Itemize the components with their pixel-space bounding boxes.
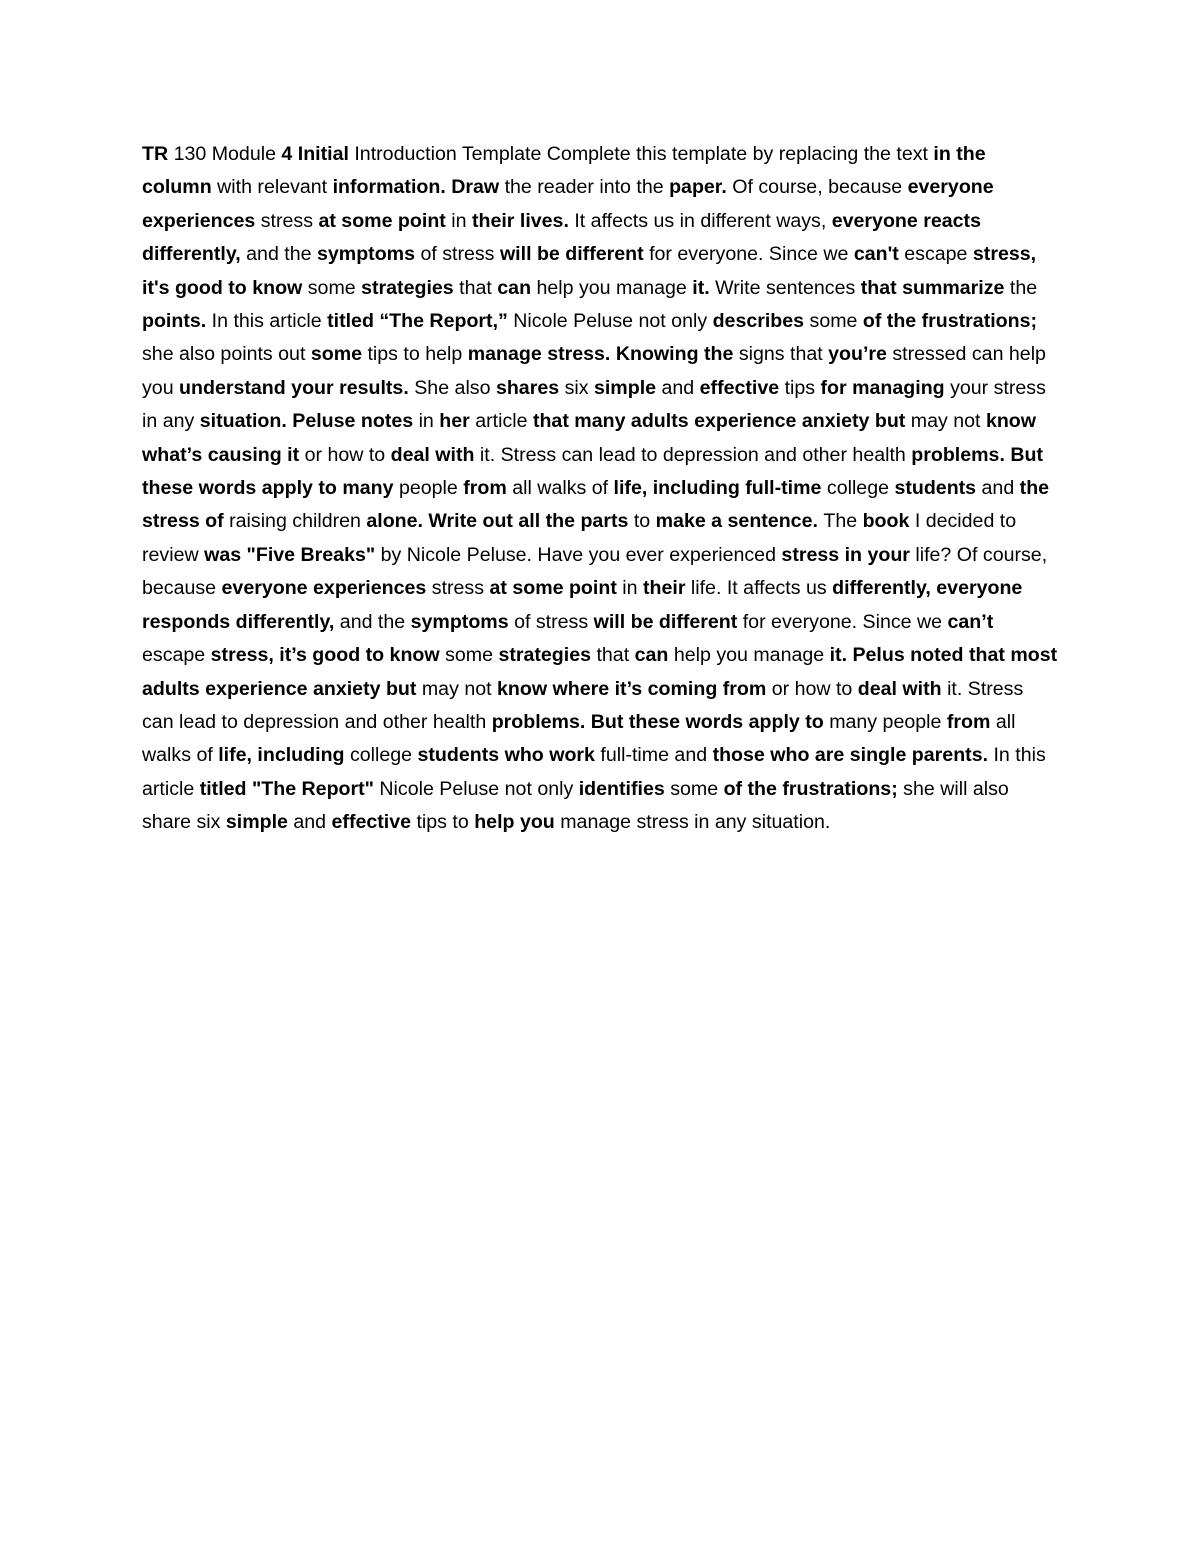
text-run: tips to help [367, 343, 468, 366]
bold-text-run: can't [853, 243, 905, 266]
text-run: all walks of [142, 710, 1016, 767]
text-run: In this article [211, 310, 328, 333]
bold-text-run: manage stress. Knowing the [467, 343, 739, 366]
text-run: college [826, 477, 895, 500]
bold-text-run: will be different [593, 610, 743, 633]
text-run: help you manage [536, 276, 693, 299]
text-run: and [293, 811, 332, 834]
bold-text-run: of the frustrations; [862, 310, 1038, 333]
text-run: and the [246, 243, 317, 266]
text-run: article [475, 410, 533, 433]
bold-text-run: at some point [318, 209, 452, 232]
bold-text-run: that summarize [860, 276, 1010, 299]
text-run: it. Stress can lead to depression and other health [142, 677, 1024, 733]
bold-text-run: differently, everyone responds differently, [142, 577, 1023, 633]
text-run: some [445, 644, 499, 667]
bold-text-run: know what’s causing it [142, 410, 1037, 466]
bold-text-run: titled "The Report" [199, 777, 380, 800]
bold-text-run: it. [692, 276, 716, 299]
bold-text-run: deal with [390, 443, 480, 466]
text-run: manage stress in any situation. [560, 811, 831, 834]
bold-text-run: can [634, 644, 674, 667]
bold-text-run: some [310, 343, 368, 366]
text-run: escape [142, 644, 211, 667]
text-run: to [633, 510, 656, 533]
bold-text-run: alone. Write out all the parts [366, 510, 634, 533]
text-run: raising children [229, 510, 367, 533]
bold-text-run: situation. Peluse notes [199, 410, 419, 433]
bold-text-run: problems. But these words apply to many [142, 443, 1043, 500]
bold-text-run: help you [474, 811, 561, 834]
bold-text-run: those who are single parents. [712, 744, 994, 767]
text-run: stress [431, 577, 490, 600]
text-run: She also [414, 376, 496, 399]
text-run: for everyone. Since we [649, 243, 854, 266]
text-run: In this article [142, 744, 1046, 800]
text-run: life? Of course, because [142, 543, 1048, 600]
bold-text-run: that many adults experience anxiety but [532, 410, 911, 433]
bold-text-run: titled “The Report,” [327, 310, 514, 333]
bold-text-run: problems. But these words apply to [491, 710, 830, 733]
bold-text-run: of the frustrations; [723, 777, 904, 800]
bold-text-run: effective [699, 376, 785, 399]
text-run: that [459, 276, 498, 299]
text-run: life. It affects us [690, 577, 833, 600]
text-run: six [564, 376, 594, 399]
bold-text-run: shares [495, 376, 565, 399]
text-run: It affects us in different ways, [574, 209, 832, 232]
bold-text-run: make a sentence. [655, 510, 824, 533]
bold-text-run: in the column [142, 143, 986, 199]
bold-text-run: TR [142, 143, 174, 165]
bold-text-run: symptoms [410, 610, 515, 633]
bold-text-run: the stress of [142, 477, 1050, 533]
text-run: of stress [514, 610, 594, 633]
bold-text-run: for managing [820, 376, 951, 399]
text-run: and the [339, 610, 411, 633]
bold-text-run: understand your results. [179, 376, 415, 399]
bold-text-run: everyone experiences [221, 577, 432, 600]
text-run: in [622, 577, 643, 600]
bold-text-run: you’re [828, 343, 893, 366]
bold-text-run: can’t [947, 610, 994, 633]
bold-text-run: from [463, 477, 513, 500]
bold-text-run: from [946, 710, 996, 733]
bold-text-run: her [439, 410, 476, 433]
text-run: some [307, 276, 362, 299]
text-run: for everyone. Since we [742, 610, 948, 633]
bold-text-run: stress, it’s good to know [210, 644, 446, 667]
bold-text-run: book [862, 510, 915, 533]
text-run: I decided to review [142, 510, 1017, 566]
text-run: your stress in any [142, 376, 1046, 433]
text-run: help you manage [673, 644, 830, 667]
text-run: people [398, 477, 464, 500]
bold-text-run: stress, it's good to know [142, 243, 1037, 299]
bold-text-run: everyone reacts differently, [142, 209, 981, 266]
text-run: by Nicole Peluse. Have you ever experienced [380, 543, 782, 566]
bold-text-run: strategies [498, 644, 597, 667]
text-run: in [451, 209, 472, 232]
text-run: Write sentences [715, 276, 861, 299]
bold-text-run: paper. [669, 176, 733, 199]
bold-text-run: information. Draw [332, 176, 505, 199]
text-run: with relevant [217, 176, 333, 199]
text-run: she also points out [142, 343, 311, 366]
text-run: Nicole Peluse not only [379, 777, 579, 800]
bold-text-run: points. [142, 310, 212, 333]
text-run: 130 Module [173, 143, 282, 165]
text-run: some [670, 777, 724, 800]
text-run: Introduction Template Complete this template by replacing the text [354, 143, 934, 165]
text-run: some [809, 310, 863, 333]
text-run: or how to [771, 677, 858, 700]
bold-text-run: strategies [361, 276, 460, 299]
text-run: stress [260, 209, 319, 232]
text-run: full-time and [600, 744, 713, 767]
text-run: the [1009, 276, 1038, 299]
text-run: stressed can help you [142, 343, 1046, 399]
bold-text-run: simple [593, 376, 662, 399]
text-run: in [418, 410, 440, 433]
bold-text-run: describes [712, 310, 810, 333]
bold-text-run: students [894, 477, 982, 500]
bold-text-run: it. Pelus noted that most adults experience anxiety but [142, 644, 1058, 700]
text-run: of stress [420, 243, 500, 266]
text-run: Nicole Peluse not only [513, 310, 713, 333]
text-run: and [661, 376, 700, 399]
body-paragraph [142, 138, 1060, 840]
text-run: the reader into the [504, 176, 670, 199]
text-run: signs that [738, 343, 829, 366]
text-run: The [823, 510, 863, 533]
text-run: college [349, 744, 418, 767]
bold-text-run: was "Five Breaks" [204, 543, 381, 566]
text-run: and [981, 477, 1020, 500]
bold-text-run: students who work [417, 744, 601, 767]
text-run: escape [904, 243, 973, 266]
bold-text-run: deal with [857, 677, 948, 700]
bold-text-run: can [497, 276, 537, 299]
bold-text-run: symptoms [316, 243, 421, 266]
bold-text-run: at some point [489, 577, 623, 600]
text-run: may not [910, 410, 986, 433]
text-run: tips to [416, 811, 475, 834]
text-run: all walks of [512, 477, 614, 500]
bold-text-run: their [643, 577, 691, 600]
text-run: tips [784, 376, 821, 399]
bold-text-run: identifies [578, 777, 671, 800]
bold-text-run: stress in your [781, 543, 916, 566]
text-run: that [596, 644, 635, 667]
bold-text-run: everyone experiences [142, 176, 994, 232]
bold-text-run: will be different [499, 243, 650, 266]
bold-text-run: life, including [218, 744, 350, 767]
bold-text-run: 4 Initial [281, 143, 355, 165]
text-run: Of course, because [732, 176, 908, 199]
text-run: may not [421, 677, 498, 700]
text-run: many people [829, 710, 947, 733]
text-run: or how to [304, 443, 391, 466]
text-run: it. Stress can lead to depression and other health [479, 443, 912, 466]
bold-text-run: life, including full-time [613, 477, 827, 500]
bold-text-run: effective [331, 811, 417, 834]
bold-text-run: their lives. [471, 209, 575, 232]
bold-text-run: simple [225, 811, 294, 834]
text-run: she will also share six [142, 777, 1009, 834]
bold-text-run: know where it’s coming from [497, 677, 772, 700]
